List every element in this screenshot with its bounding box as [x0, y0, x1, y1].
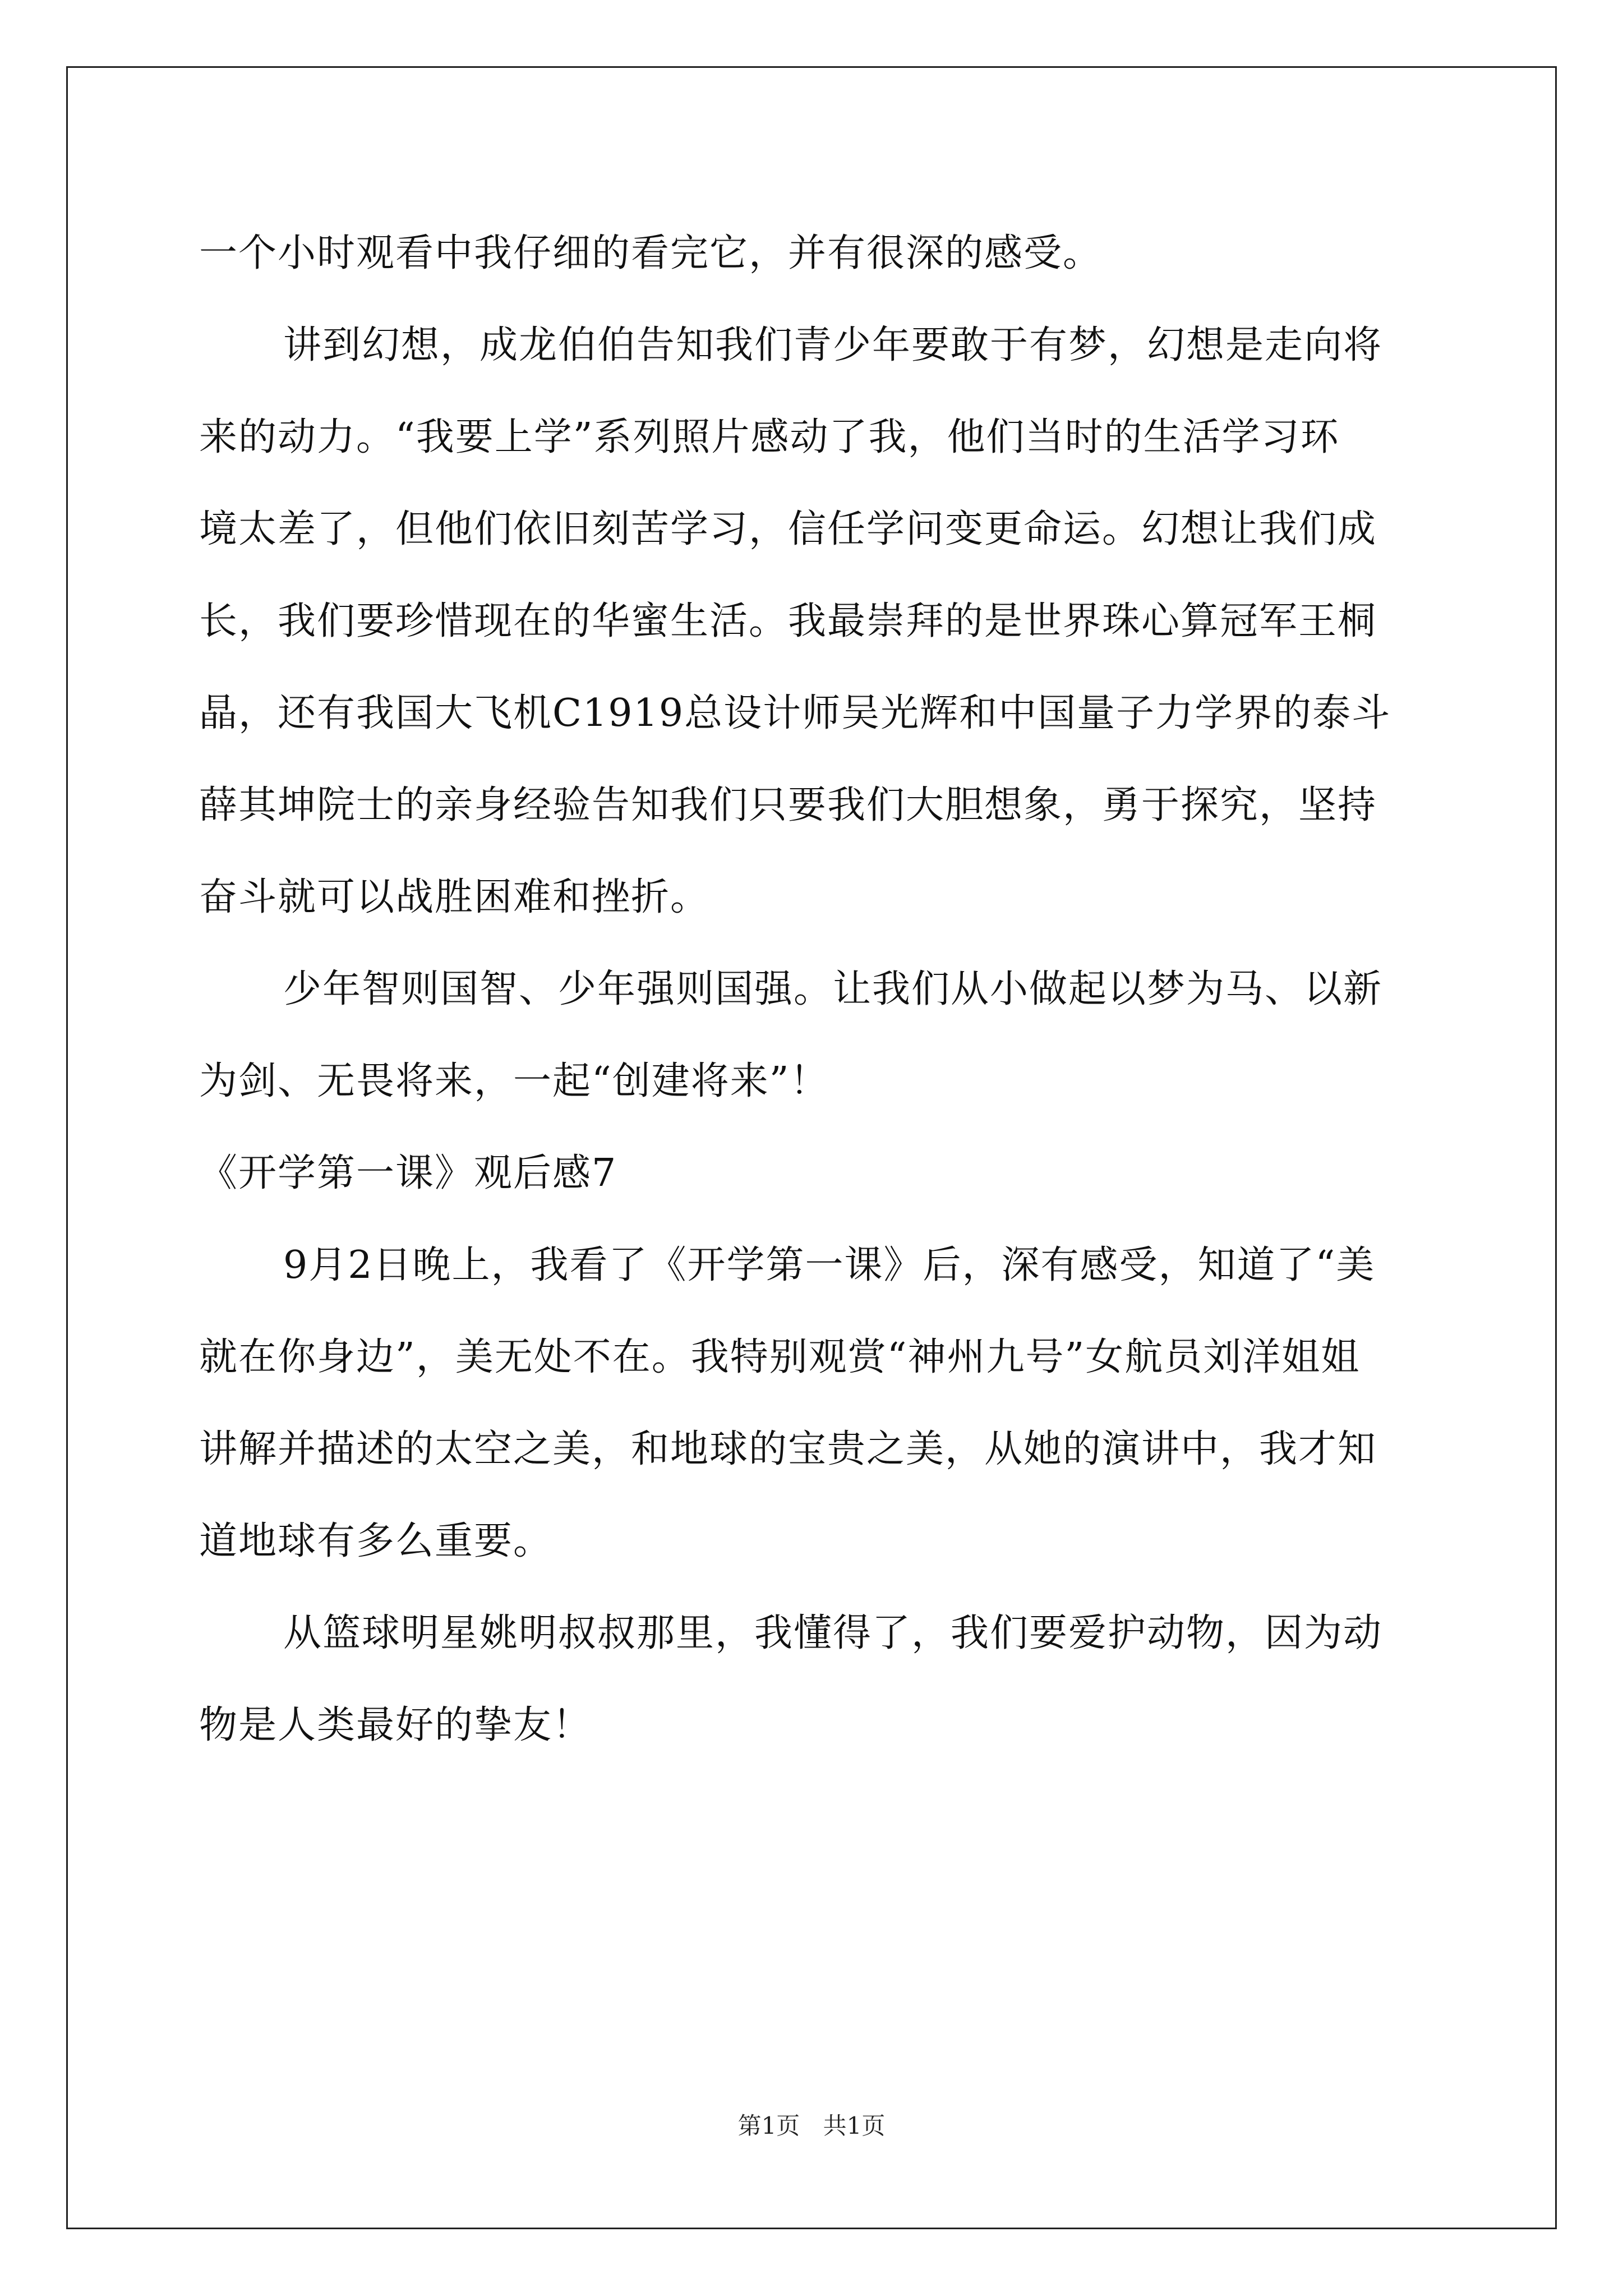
paragraph-line: 晶，还有我国大飞机C1919总设计师吴光辉和中国量子力学界的泰斗 — [199, 691, 1391, 735]
section-heading: 《开学第一课》观后感7 — [199, 1151, 617, 1195]
paragraph-line: 9月2日晚上，我看了《开学第一课》后，深有感受，知道了“美 — [283, 1243, 1376, 1287]
paragraph-line: 一个小时观看中我仔细的看完它，并有很深的感受。 — [199, 231, 1103, 275]
page-footer — [0, 2109, 1623, 2143]
paragraph-line: 薛其坤院士的亲身经验告知我们只要我们大胆想象，勇于探究，坚持 — [199, 783, 1377, 827]
paragraph-line: 讲解并描述的太空之美，和地球的宝贵之美，从她的演讲中，我才知 — [199, 1427, 1377, 1471]
document-body — [199, 208, 1422, 1772]
page-number: 第1页 — [737, 2112, 800, 2139]
paragraph-line: 少年智则国智、少年强则国强。让我们从小做起以梦为马、以新 — [283, 967, 1383, 1011]
paragraph-line: 物是人类最好的挚友！ — [199, 1703, 592, 1747]
paragraph-line: 讲到幻想，成龙伯伯告知我们青少年要敢于有梦，幻想是走向将 — [283, 323, 1383, 367]
paragraph-line: 来的动力。“我要上学”系列照片感动了我，他们当时的生活学习环 — [199, 415, 1340, 459]
paragraph-line: 境太差了，但他们依旧刻苦学习，信任学问变更命运。幻想让我们成 — [199, 507, 1377, 551]
paragraph-line: 从篮球明星姚明叔叔那里，我懂得了，我们要爱护动物，因为动 — [283, 1611, 1383, 1655]
paragraph-line: 道地球有多么重要。 — [199, 1519, 553, 1563]
page-total: 共1页 — [823, 2112, 886, 2139]
paragraph-line: 就在你身边”，美无处不在。我特别观赏“神州九号”女航员刘洋姐姐 — [199, 1335, 1361, 1379]
paragraph-line: 奋斗就可以战胜困难和挫折。 — [199, 875, 710, 919]
paragraph-line: 为剑、无畏将来，一起“创建将来”！ — [199, 1059, 829, 1103]
paragraph-line: 长，我们要珍惜现在的华蜜生活。我最崇拜的是世界珠心算冠军王桐 — [199, 599, 1377, 643]
